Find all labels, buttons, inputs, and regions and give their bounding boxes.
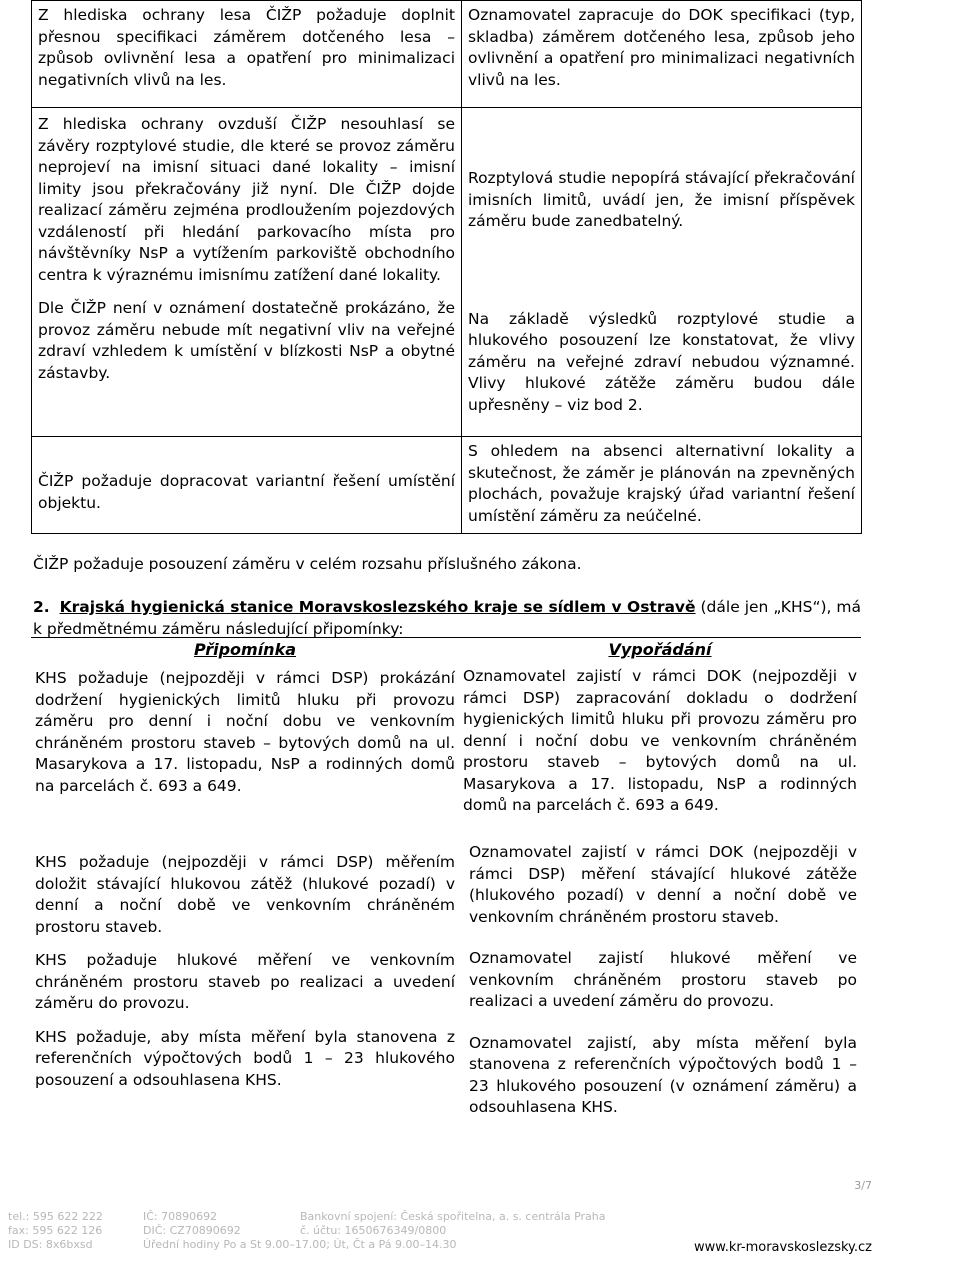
footer-line: č. účtu: 1650676349/0800: [300, 1224, 447, 1237]
comment-cell: [31, 832, 459, 1123]
section-2-heading: [33, 597, 861, 640]
response-text: Na základě výsledků rozptylové studie a hlukového posouzení lze konstatovat, že vlivy záměru na veřejné zdraví nebudou významné. Vlivy hlukové zátěže záměru budou dále upřesněny – viz bod 2.: [468, 309, 855, 414]
table-row: [31, 832, 861, 1123]
response-cell: [462, 108, 862, 437]
response-cell: [459, 662, 861, 832]
website-link[interactable]: www.kr-moravskoslezsky.cz: [694, 1240, 872, 1255]
comment-cell: [32, 1, 462, 108]
comment-text: Z hlediska ochrany ovzduší ČIŽP nesouhlasí se závěry rozptylové studie, dle které se provoz záměru neprojeví na imisní situaci dané lokality – imisní limity jsou překračovány již nyní. Dle ČIŽP dojde realizací záměru zejména prodloužením pojezdových vzdáleností při hledání parkovacího místa pro návštěvníky NsP a vytížením parkoviště obchodního centra k výraznému imisnímu zatížení dané lokality.: [38, 115, 455, 284]
footer-line: fax: 595 622 126: [8, 1224, 103, 1237]
footer-contact: [8, 1210, 103, 1252]
comments-table-khs: [31, 637, 861, 1123]
footer-bank: [300, 1210, 606, 1238]
table-row: [32, 437, 862, 534]
response-text: Oznamovatel zajistí v rámci DOK (nejpozději v rámci DSP) zapracování dokladu o dodržení hygienických limitů hluku při provozu záměru pro denní i noční dobu ve venkovním chráněném prostoru staveb – bytových domů na ul. Masarykova a 17. listopadu, NsP a rodinných domů na parcelách č. 693 a 649.: [463, 667, 857, 814]
footer-line: Bankovní spojení: Česká spořitelna, a. s. centrála Praha: [300, 1210, 606, 1223]
response-text: Oznamovatel zajistí, aby místa měření byla stanovena z referenčních výpočtových bodů 1 – 23 hlukového posouzení (v oznámení záměru) a odsouhlasena KHS.: [469, 1033, 857, 1116]
footer-line: DIČ: CZ70890692: [143, 1224, 241, 1237]
footer-line: ID DS: 8x6bxsd: [8, 1238, 93, 1251]
column-header: Vypořádání: [459, 638, 861, 663]
footer-line: Úřední hodiny Po a St 9.00–17.00; Út, Čt a Pá 9.00–14.30: [143, 1238, 457, 1251]
comment-cell: [31, 662, 459, 832]
comment-text: Dle ČIŽP není v oznámení dostatečně prokázáno, že provoz záměru nebude mít negativní vliv na veřejné zdraví vzhledem k umístění v blízkosti NsP a obytné zástavby.: [38, 299, 455, 382]
response-text: Oznamovatel zapracuje do DOK specifikaci (typ, skladba) záměrem dotčeného lesa, způsob jeho ovlivnění a opatření pro minimalizaci negativních vlivů na les.: [468, 6, 855, 89]
comment-text: KHS požaduje, aby místa měření byla stanovena z referenčních výpočtových bodů 1 – 23 hlukového posouzení a odsouhlasena KHS.: [35, 1027, 455, 1089]
footer-line: tel.: 595 622 222: [8, 1210, 103, 1223]
table-header-row: [31, 638, 861, 663]
response-text: Oznamovatel zajistí hlukové měření ve venkovním chráněném prostoru staveb po realizaci a uvedení záměru do provozu.: [469, 949, 857, 1010]
comment-text: KHS požaduje hlukové měření ve venkovním chráněném prostoru staveb po realizaci a uvedení záměru do provozu.: [35, 951, 455, 1012]
footer-line: IČ: 70890692: [143, 1210, 218, 1223]
comment-cell: [32, 108, 462, 437]
section-text: (dále jen „KHS“), má k předmětnému záměru následující připomínky:: [33, 598, 862, 638]
response-cell: [459, 832, 861, 1123]
comments-table-ciszp: [31, 0, 862, 534]
section-number: 2.: [33, 598, 50, 616]
response-cell: [462, 437, 862, 534]
table-row: [32, 1, 862, 108]
table-row: [32, 108, 862, 437]
section-title: Krajská hygienická stanice Moravskoslezského kraje se sídlem v Ostravě: [59, 598, 696, 616]
response-text: S ohledem na absenci alternativní lokality a skutečnost, že záměr je plánován na zpevněných plochách, považuje krajský úřad variantní řešení umístění záměru za neúčelné.: [468, 442, 855, 525]
paragraph: ČIŽP požaduje posouzení záměru v celém rozsahu příslušného zákona.: [33, 555, 582, 573]
comment-text: KHS požaduje (nejpozději v rámci DSP) prokázání dodržení hygienických limitů hluku při provozu záměru pro denní i noční dobu ve venkovním chráněném prostoru staveb – bytových domů na ul. Masarykova a 17. listopadu, NsP a rodinných domů na parcelách č. 693 a 649.: [35, 669, 455, 795]
comment-cell: [32, 437, 462, 534]
comment-text: ČIŽP požaduje dopracovat variantní řešení umístění objektu.: [38, 472, 455, 512]
response-text: Oznamovatel zajistí v rámci DOK (nejpozději v rámci DSP) měření stávající hlukové zátěže (hlukového pozadí) v denní a noční době ve venkovním chráněném prostoru staveb.: [469, 843, 857, 926]
comment-text: KHS požaduje (nejpozději v rámci DSP) měřením doložit stávající hlukovou zátěž (hlukové pozadí) v denní a noční době ve venkovním chráněném prostoru staveb.: [35, 853, 455, 936]
column-header: Připomínka: [31, 638, 459, 663]
page-number: 3/7: [854, 1179, 872, 1192]
response-cell: [462, 1, 862, 108]
table-row: [31, 662, 861, 832]
response-text: Rozptylová studie nepopírá stávající překračování imisních limitů, uvádí jen, že imisní příspěvek záměru bude zanedbatelný.: [468, 169, 855, 230]
comment-text: Z hlediska ochrany lesa ČIŽP požaduje doplnit přesnou specifikaci záměrem dotčeného lesa – způsob ovlivnění lesa a opatření pro minimalizaci negativních vlivů na les.: [38, 6, 455, 89]
